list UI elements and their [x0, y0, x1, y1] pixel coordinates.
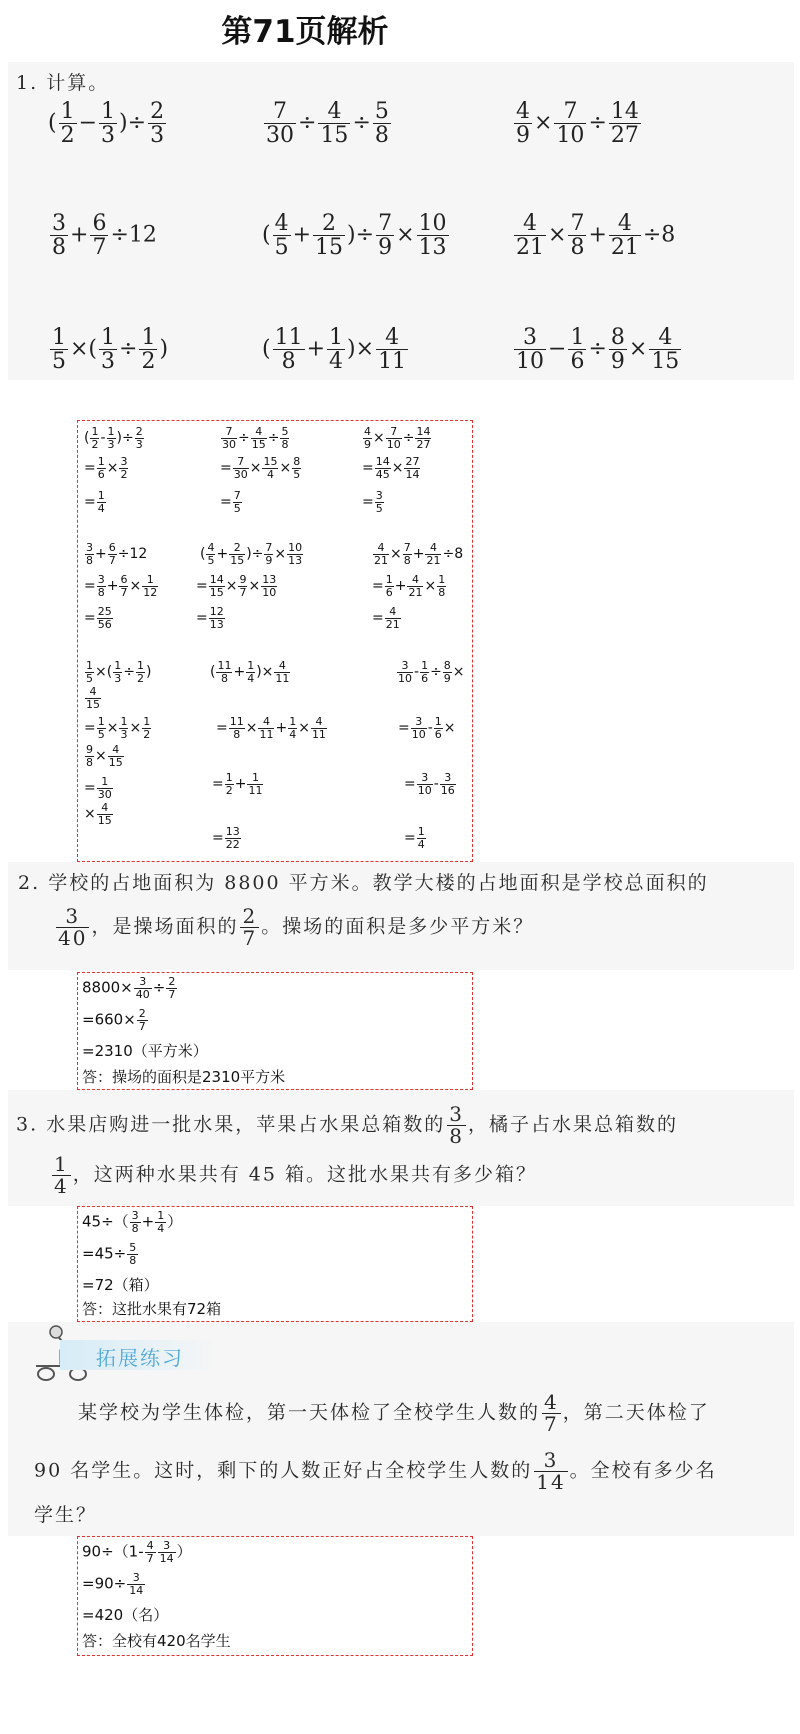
answer-3-a: $\frac{1}{5}$ ×( $\frac{1}{3}$ ÷ $\frac{1}{2}$ ) [86, 659, 152, 685]
answer-3-b: ( $\frac{11}{8}$ + $\frac{1}{4}$ )× $\frac{4}{11}$ [210, 659, 290, 685]
page-title: 第71页解析 [221, 14, 389, 50]
question-2-line-2: $\frac{3}{40}$ ，是操场面积的 $\frac{2}{7}$ 。操场的面积是多少平方米？ [58, 904, 535, 950]
answer-2-c: $\frac{4}{21}$ × $\frac{7}{8}$ + $\frac{4}{21}$ ÷8 [374, 541, 464, 567]
extension-heading: 拓展练习 [96, 1346, 184, 1370]
question-number: 1. [16, 72, 39, 94]
expr-1-c: $\frac{4}{9}$ × $\frac{7}{10}$ ÷ $\frac{14}{27}$ [516, 99, 639, 149]
question-3-line-2: $\frac{1}{4}$ ，这两种水果共有 45 箱。这批水果共有多少箱？ [54, 1152, 537, 1198]
expr-2-b: ( $\frac{4}{5}$ + $\frac{2}{15}$ )÷ $\frac{7}{9}$ × $\frac{10}{13}$ [262, 211, 447, 261]
answer-2-a: $\frac{3}{8}$ + $\frac{6}{7}$ ÷12 [86, 541, 148, 567]
extension-line-1: 某学校为学生体检，第一天体检了全校学生人数的 $\frac{4}{7}$ ，第二天体检了 [78, 1390, 710, 1436]
expr-1-b: $\frac{7}{30}$ ÷ $\frac{4}{15}$ ÷ $\frac{5}{8}$ [266, 99, 389, 149]
answer-1-b: $\frac{7}{30}$ ÷ $\frac{4}{15}$ ÷ $\frac{5}{8}$ [222, 425, 289, 451]
expr-1-a: ( $\frac{1}{2}$ − $\frac{1}{3}$ )÷ $\frac{2}{3}$ [48, 99, 165, 149]
expr-3-b: ( $\frac{11}{8}$ + $\frac{1}{4}$ )× $\frac{4}{11}$ [262, 325, 407, 375]
expr-2-c: $\frac{4}{21}$ × $\frac{7}{8}$ + $\frac{4}{21}$ ÷8 [516, 211, 676, 261]
extension-line-3: 学生？ [34, 1504, 98, 1526]
answer-1-c: $\frac{4}{9}$ × $\frac{7}{10}$ ÷ $\frac{14}{27}$ [364, 425, 431, 451]
expr-2-a: $\frac{3}{8}$ + $\frac{6}{7}$ ÷12 [52, 211, 157, 261]
question-1-header [16, 68, 109, 95]
question-label: 计算。 [46, 72, 110, 94]
expr-3-a: $\frac{1}{5}$ ×( $\frac{1}{3}$ ÷ $\frac{1}{2}$ ) [52, 325, 169, 375]
extension-line-2: 90 名学生。这时，剩下的人数正好占全校学生人数的 $\frac{3}{14}$ 。全校有多少名 [34, 1448, 717, 1494]
expr-3-c: $\frac{3}{10}$ − $\frac{1}{6}$ ÷ $\frac{8}{9}$ × $\frac{4}{15}$ [516, 325, 680, 375]
answer-3-c: $\frac{3}{10}$ - $\frac{1}{6}$ ÷ $\frac{8}{9}$ × [398, 659, 465, 685]
question-3-line-1: 3. 水果店购进一批水果，苹果占水果总箱数的 $\frac{3}{8}$ ，橘子占水果总箱数的 [16, 1102, 678, 1148]
question-2-line-1: 2. 学校的占地面积为 8800 平方米。教学大楼的占地面积是学校总面积的 [18, 872, 709, 894]
answer-1-a: ( $\frac{1}{2}$ - $\frac{1}{3}$ )÷ $\frac{2}{3}$ [84, 425, 143, 451]
answer-2-b: ( $\frac{4}{5}$ + $\frac{2}{15}$ )÷ $\frac{7}{9}$ × $\frac{10}{13}$ [200, 541, 303, 567]
